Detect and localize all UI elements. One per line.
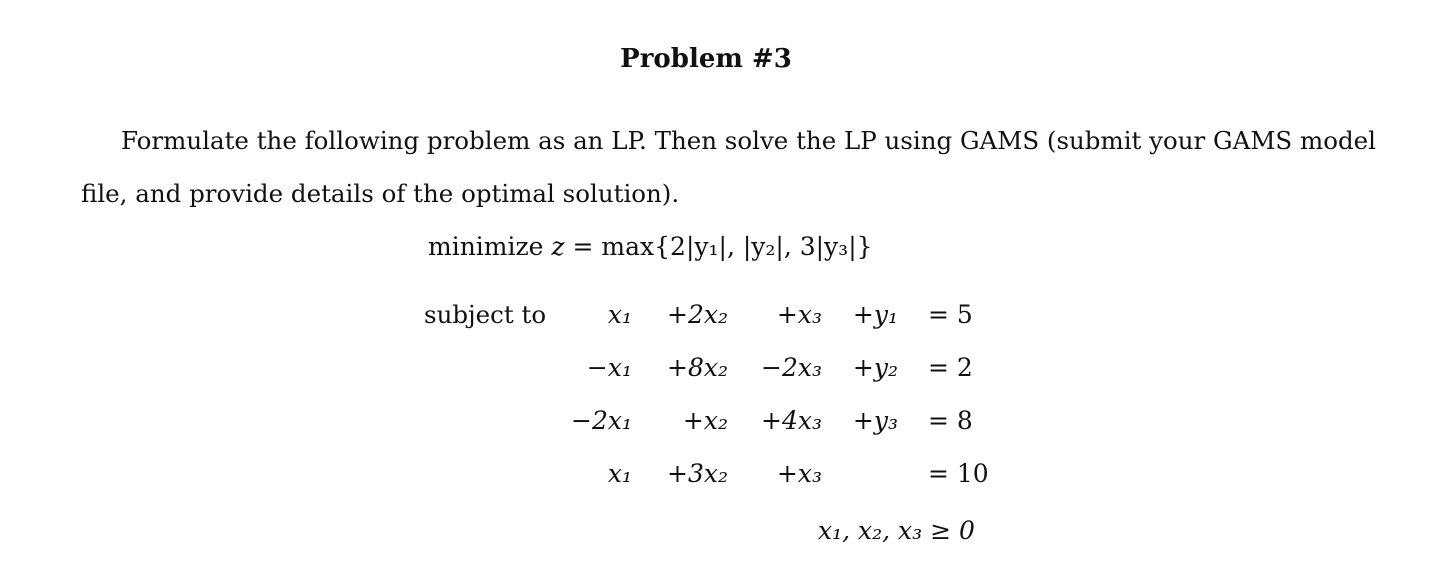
- constraint-term: −2x₁: [571, 406, 632, 435]
- constraint-term: +2x₂: [667, 300, 728, 329]
- constraint-term: +y₂: [852, 353, 898, 382]
- constraint-term: +x₃: [776, 300, 822, 329]
- instruction-line-1: Formulate the following problem as an LP. Then solve the LP using GAMS (submit your GAMS model: [121, 126, 1376, 155]
- constraint-rhs: = 2: [928, 353, 973, 382]
- constraint-term: +y₃: [852, 406, 898, 435]
- constraint-row-2: [0, 353, 1450, 389]
- constraint-rhs: = 10: [928, 459, 989, 488]
- constraint-term: +x₂: [682, 406, 728, 435]
- nonnegativity-constraint: x₁, x₂, x₃ ≥ 0: [818, 516, 975, 545]
- constraint-term: −x₁: [586, 353, 632, 382]
- constraint-term: +3x₂: [667, 459, 728, 488]
- constraint-row-4: [0, 459, 1450, 495]
- constraint-row-1: [0, 300, 1450, 336]
- constraint-term: +4x₃: [761, 406, 822, 435]
- constraint-term: −2x₃: [761, 353, 822, 382]
- constraint-term: x₁: [607, 459, 632, 488]
- constraint-term: x₁: [607, 300, 632, 329]
- objective-variable: z: [551, 232, 565, 261]
- constraint-term: +8x₂: [667, 353, 728, 382]
- instruction-line-2: file, and provide details of the optimal solution).: [81, 179, 680, 208]
- constraint-rhs: = 5: [928, 300, 973, 329]
- objective-expression: = max{2|y₁|, |y₂|, 3|y₃|}: [564, 232, 873, 261]
- constraint-rhs: = 8: [928, 406, 973, 435]
- constraint-term: +x₃: [776, 459, 822, 488]
- objective-prefix: minimize: [428, 232, 552, 261]
- subject-to-label: subject to: [424, 300, 547, 329]
- constraint-term: +y₁: [852, 300, 898, 329]
- constraint-row-3: [0, 406, 1450, 442]
- objective-function: [428, 232, 873, 261]
- problem-title: Problem #3: [620, 44, 792, 74]
